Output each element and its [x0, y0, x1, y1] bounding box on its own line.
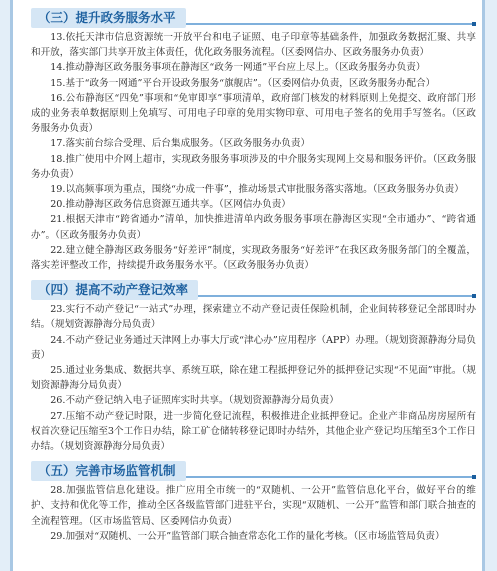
list-item: 29.加强对“双随机、一公开”监管部门联合抽查常态化工作的量化考核。（区市场监管局负责）	[50, 530, 445, 542]
section-heading: （三）提升政务服务水平	[31, 8, 186, 28]
section-header-row	[31, 4, 476, 28]
list-item: 28.加强监管信息化建设。推广应用全市统一的“双随机、一公开”监管信息化平台，做好平台的维护、支持和优化等工作，推动全区各级监管部门进驻平台，实现“双随机、一公开”监管和部门联合抽查的全流程管理。（区市场监管局、区委网信办负责）	[31, 485, 476, 527]
list-item: 19.以高频事项为重点，围绕“办成一件事”，推动场景式审批服务落实落地。（区政务服务办负责）	[50, 184, 464, 196]
document-content	[31, 4, 476, 544]
heading-divider	[186, 23, 472, 25]
item-list	[31, 302, 476, 454]
list-item: 22.建立健全静海区政务服务“好差评”制度，实现政务服务“好差评”在我区政务服务部门的全覆盖，落实差评整改工作，持续提升政务服务水平。（区政务服务办负责）	[31, 244, 476, 272]
section-5	[31, 457, 476, 544]
list-item: 27.压缩不动产登记时限，进一步简化登记流程，积极推进企业抵押登记。企业产非商品房房屋所有权首次登记压缩至3个工作日办结，除工矿仓储转移登记即时办结外，其他企业产登记均压缩至3个工作日办结。（规划资源静海分局负责）	[31, 410, 476, 453]
item-list	[31, 483, 476, 544]
document-page	[10, 0, 485, 571]
list-item: 20.推动静海区政务信息资源互通共享。（区网信办负责）	[50, 199, 291, 211]
list-item: 15.基于“政务一网通”平台开设政务服务“旗舰店”。（区委网信办负责，区政务服务办配合）	[50, 77, 436, 89]
section-4	[31, 276, 476, 454]
divider-end-marker	[472, 22, 476, 26]
list-item: 26.不动产登记纳入电子证照库实时共享。（规划资源静海分局负责）	[50, 395, 339, 407]
list-item: 13.依托天津市信息资源统一开放平台和电子证照、电子印章等基础条件，加强政务数据汇聚、共享和开放，落实部门共享开放主体责任，优化政务服务流程。（区委网信办、区政务服务办负责）	[31, 32, 476, 59]
list-item: 23.实行不动产登记“一站式”办理，探索建立不动产登记责任保险机制，企业间转移登记全部即时办结。（规划资源静海分局负责）	[31, 304, 476, 331]
section-3	[31, 4, 476, 273]
list-item: 25.通过业务集成、数据共享、系统互联，除在建工程抵押登记外的抵押登记实现“不见面”审批。（规划资源静海分局负责）	[31, 365, 476, 392]
section-header-row	[31, 276, 476, 300]
divider-end-marker	[472, 475, 476, 479]
heading-divider	[186, 476, 472, 478]
item-list	[31, 30, 476, 273]
list-item: 24.不动产登记业务通过天津网上办事大厅或“津心办”应用程序（APP）办理。（规划资源静海分局负责）	[31, 334, 476, 361]
section-heading: （五）完善市场监管机制	[31, 461, 186, 481]
section-header-row	[31, 457, 476, 481]
heading-divider	[198, 295, 472, 297]
list-item: 18.推广使用中介网上超市，实现政务服务事项涉及的中介服务实现网上交易和服务评价。（区政务服务办负责）	[31, 153, 476, 180]
divider-end-marker	[472, 294, 476, 298]
list-item: 17.落实前台综合受理、后台集成服务。（区政务服务办负责）	[50, 138, 311, 150]
list-item: 14.推动静海区政务服务事项在静海区“政务一网通”平台应上尽上。（区政务服务办负责）	[50, 62, 426, 74]
list-item: 16.公布静海区“四免”事项和“免审即享”事项清单，政府部门核发的材料原则上免提交、政府部门形成的业务表单数据原则上免填写、可用电子印章的免用实物印章、可用电子签名的免用手写签名。（区政务服务办负责）	[31, 92, 476, 135]
section-heading: （四）提高不动产登记效率	[31, 280, 198, 300]
list-item: 21.根据天津市“跨省通办”清单，加快推进清单内政务服务事项在静海区实现“全市通办”、“跨省通办”。（区政务服务办负责）	[31, 214, 476, 241]
